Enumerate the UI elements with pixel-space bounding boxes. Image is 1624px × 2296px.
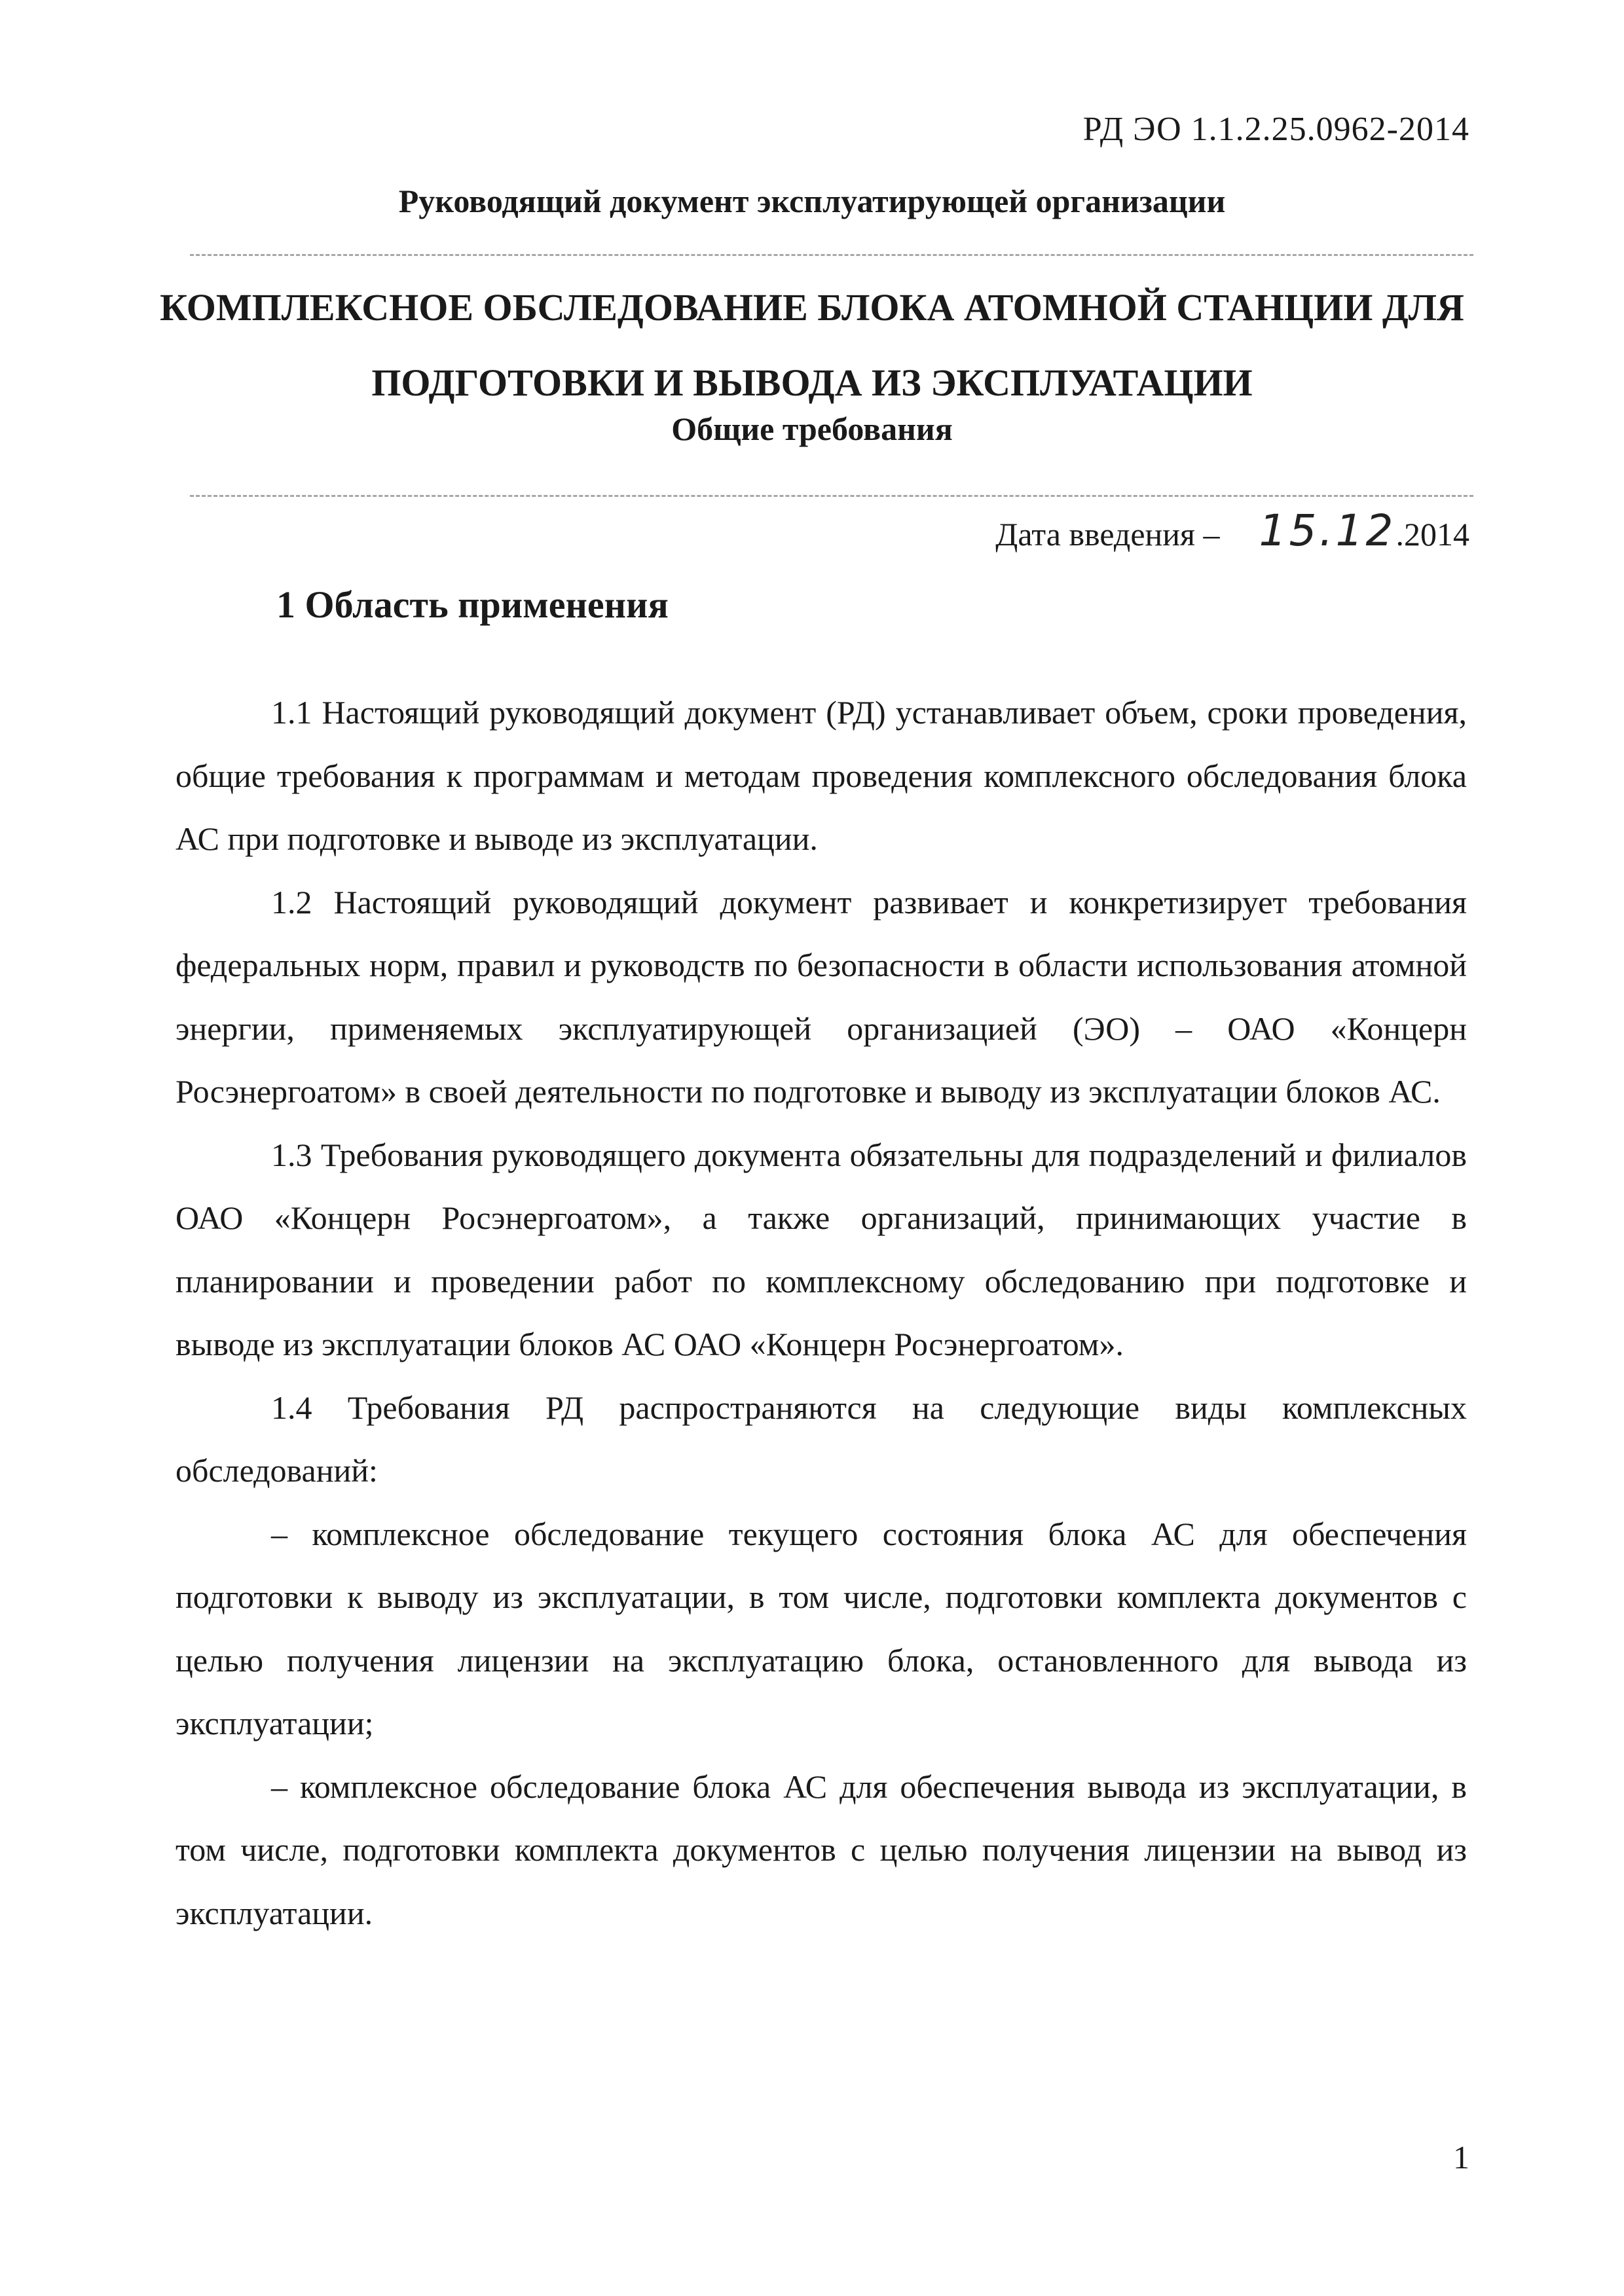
paragraph-1-1: 1.1 Настоящий руководящий документ (РД) устанавливает объем, сроки проведения, общие требования к программам и методам проведения комплексного обследования блока АС при подготовке и выводе из эксплуатации. [175,694,1467,857]
section-body [175,681,1467,1944]
paragraph-1-2: 1.2 Настоящий руководящий документ развивает и конкретизирует требования федеральных норм, правил и руководств по безопасности в области использования атомной энергии, применяемых эксплуатирующей организацией (ЭО) – ОАО «Концерн Росэнергоатом» в своей деятельности по подготовке и выводу из эксплуатации блоков АС. [175,883,1467,1110]
document-subtitle: Общие требования [671,410,953,447]
handwritten-date: 15.12 [1259,505,1396,556]
section-heading: 1 Область применения [276,583,669,626]
introduction-date [995,505,1469,556]
bottom-divider [190,495,1473,497]
paragraph-1-3: 1.3 Требования руководящего документа обязательны для подразделений и филиалов ОАО «Концерн Росэнергоатом», а также организаций, принимающих участие в планировании и проведении работ по комплексному обследованию при подготовке и выводе из эксплуатации блоков АС ОАО «Концерн Росэнергоатом». [175,1136,1467,1362]
title-line-2: ПОДГОТОВКИ И ВЫВОДА ИЗ ЭКСПЛУАТАЦИИ [371,361,1253,404]
page-number: 1 [1453,2139,1469,2176]
document-code: РД ЭО 1.1.2.25.0962-2014 [1082,111,1469,148]
introduction-date-year: .2014 [1395,516,1469,553]
paragraph-1-4: 1.4 Требования РД распространяются на следующие виды комплексных обследований: [175,1389,1467,1489]
list-item-2: – комплексное обследование блока АС для обеспечения вывода из эксплуатации, в том числе, подготовки комплекта документов с целью получения лицензии на вывод из эксплуатации. [175,1768,1467,1931]
organization-line: Руководящий документ эксплуатирующей организации [398,183,1226,219]
list-item-1: – комплексное обследование текущего состояния блока АС для обеспечения подготовки к выводу из эксплуатации, в том числе, подготовки комплекта документов с целью получения лицензии на эксплуатацию блока, остановленного для вывода из эксплуатации; [175,1515,1467,1741]
top-divider [190,254,1473,256]
introduction-date-label: Дата введения – [995,516,1220,553]
document-title [157,270,1467,420]
title-line-1: КОМПЛЕКСНОЕ ОБСЛЕДОВАНИЕ БЛОКА АТОМНОЙ СТАНЦИИ ДЛЯ [160,286,1464,329]
